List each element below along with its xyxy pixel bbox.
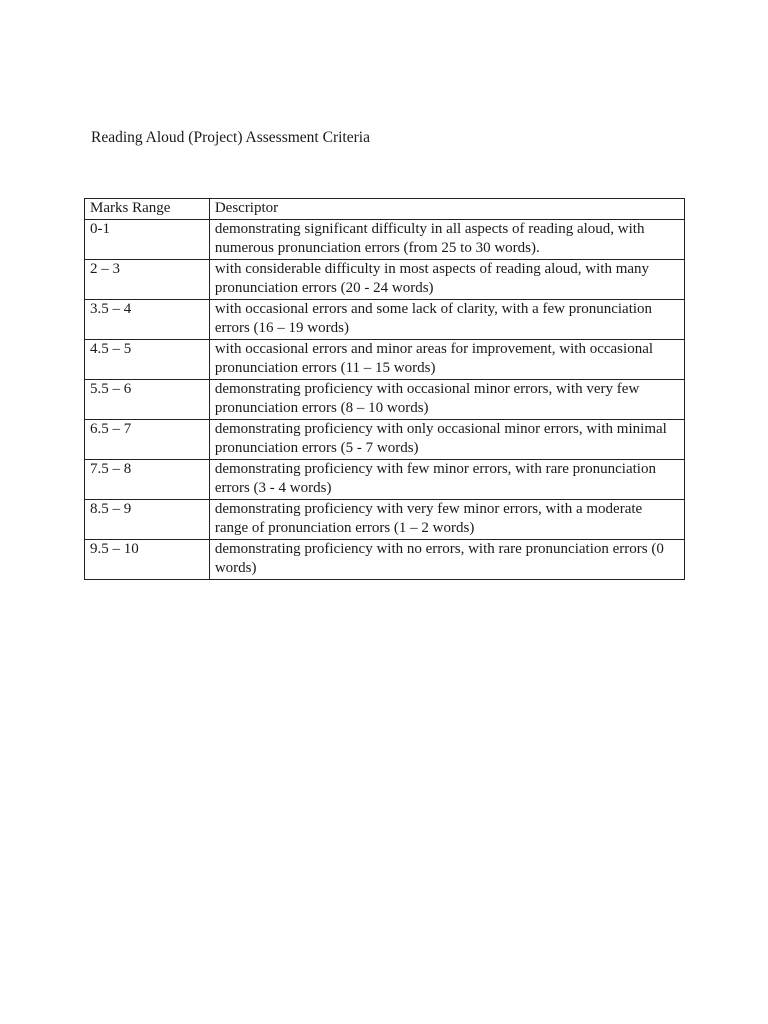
descriptor-cell: demonstrating proficiency with only occasional minor errors, with minimal pronunciation errors (5 - 7 words) (209, 419, 684, 459)
marks-range-cell: 2 – 3 (85, 259, 210, 299)
table-row (85, 419, 685, 459)
marks-range-cell: 7.5 – 8 (85, 459, 210, 499)
descriptor-cell: demonstrating significant difficulty in all aspects of reading aloud, with numerous pronunciation errors (from 25 to 30 words). (209, 219, 684, 259)
table-row (85, 379, 685, 419)
marks-range-cell: 0-1 (85, 219, 210, 259)
page-title: Reading Aloud (Project) Assessment Criteria (91, 129, 370, 146)
table-row (85, 459, 685, 499)
descriptor-cell: with occasional errors and some lack of clarity, with a few pronunciation errors (16 – 19 words) (209, 299, 684, 339)
table-row (85, 219, 685, 259)
table-row (85, 339, 685, 379)
marks-range-cell: 6.5 – 7 (85, 419, 210, 459)
descriptor-cell: demonstrating proficiency with occasional minor errors, with very few pronunciation errors (8 – 10 words) (209, 379, 684, 419)
descriptor-cell: with occasional errors and minor areas for improvement, with occasional pronunciation errors (11 – 15 words) (209, 339, 684, 379)
table-row (85, 259, 685, 299)
marks-range-cell: 9.5 – 10 (85, 539, 210, 579)
marks-range-cell: 4.5 – 5 (85, 339, 210, 379)
marks-range-cell: 3.5 – 4 (85, 299, 210, 339)
descriptor-cell: with considerable difficulty in most aspects of reading aloud, with many pronunciation errors (20 - 24 words) (209, 259, 684, 299)
assessment-criteria-table (84, 198, 685, 580)
marks-range-cell: 8.5 – 9 (85, 499, 210, 539)
header-descriptor: Descriptor (209, 199, 684, 220)
descriptor-cell: demonstrating proficiency with few minor errors, with rare pronunciation errors (3 - 4 words) (209, 459, 684, 499)
table-row (85, 539, 685, 579)
marks-range-cell: 5.5 – 6 (85, 379, 210, 419)
table-header-row (85, 199, 685, 220)
descriptor-cell: demonstrating proficiency with no errors, with rare pronunciation errors (0 words) (209, 539, 684, 579)
table-row (85, 299, 685, 339)
descriptor-cell: demonstrating proficiency with very few minor errors, with a moderate range of pronunciation errors (1 – 2 words) (209, 499, 684, 539)
table-row (85, 499, 685, 539)
header-marks-range: Marks Range (85, 199, 210, 220)
